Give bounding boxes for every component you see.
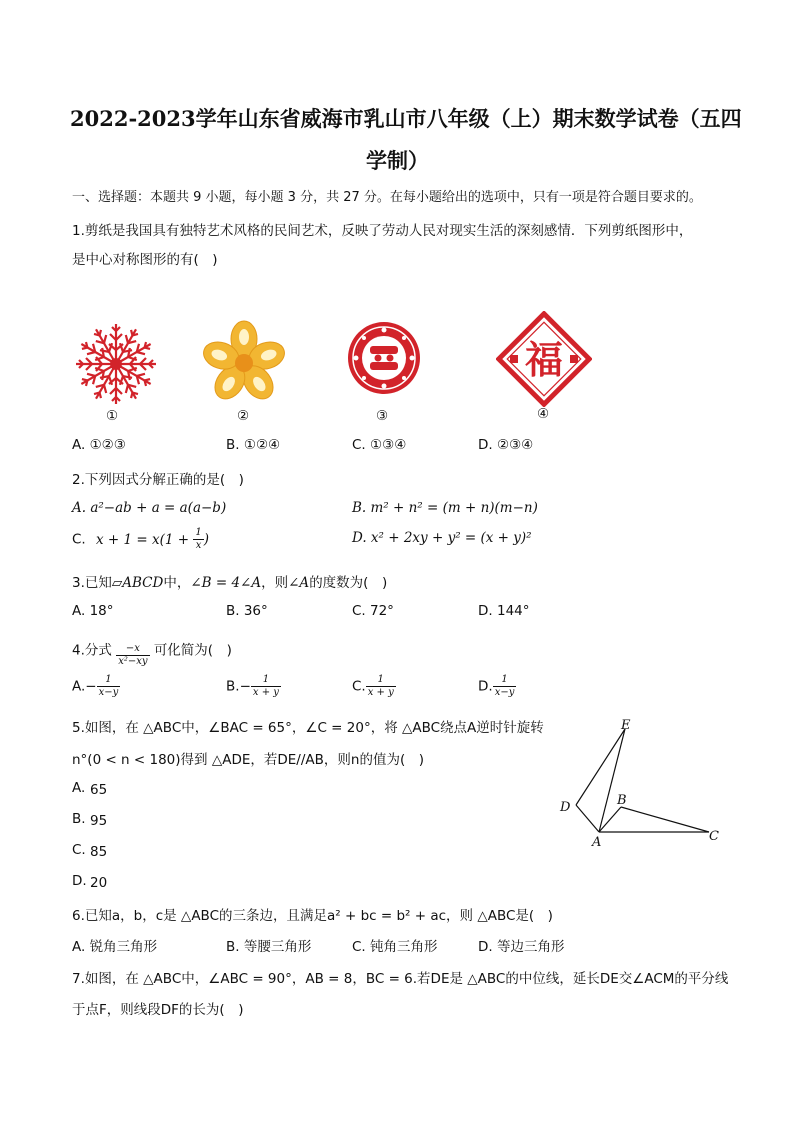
q2-option-c-expr: x + 1 = x(1 + <box>96 531 190 548</box>
snowflake-papercut-image <box>72 320 160 408</box>
point-label-b: B <box>617 793 627 808</box>
image-label-3: ③ <box>376 408 389 424</box>
q5-option-d-value: 20 <box>90 875 108 891</box>
q1-stem-line2: 是中心对称图形的有( ) <box>72 252 218 268</box>
q3-option-a[interactable]: A. 18° <box>72 603 114 619</box>
q5-triangle-figure <box>552 715 732 855</box>
q3-option-d[interactable]: D. 144° <box>478 603 530 619</box>
q6-option-c[interactable]: C. 钝角三角形 <box>352 939 438 955</box>
q6-option-d[interactable]: D. 等边三角形 <box>478 939 565 955</box>
q2-c-frac-den: x <box>195 540 202 551</box>
q5-stem-line1: 5.如图，在 △ABC中，∠BAC = 65°，∠C = 20°，将 △ABC绕点A逆时针旋转 <box>72 720 544 736</box>
q2-option-a[interactable]: A. a²−ab + a = a(a−b) <box>72 500 227 516</box>
point-label-e: E <box>621 718 631 733</box>
q5-stem-line2: n°(0 < n < 180)得到 △ADE，若DE//AB，则n的值为( ) <box>72 752 424 768</box>
fu-character: 福 <box>524 337 564 382</box>
q1-stem-line1: 1.剪纸是我国具有独特艺术风格的民间艺术，反映了劳动人民对现实生活的深刻感情．下列剪纸图形中， <box>72 223 693 239</box>
q5-option-c-value: 85 <box>90 844 108 860</box>
q2-stem: 2.下列因式分解正确的是( ) <box>72 472 244 488</box>
q7-stem-line1: 7.如图，在 △ABC中，∠ABC = 90°，AB = 8，BC = 6.若DE是 △ABC的中位线，延长DE交∠ACM的平分线 <box>72 971 729 987</box>
flower-papercut-image <box>203 318 285 408</box>
q3-option-b[interactable]: B. 36° <box>226 603 268 619</box>
image-label-1: ① <box>106 408 119 424</box>
q2-option-b[interactable]: B. m² + n² = (m + n)(m−n) <box>352 500 538 516</box>
q6-stem: 6.已知a，b，c是 △ABC的三条边，且满足a² + bc = b² + ac，则 △ABC是( ) <box>72 908 553 924</box>
q5-option-d-label[interactable]: D. <box>72 873 87 889</box>
q5-option-a-value: 65 <box>90 782 108 798</box>
q6-option-a[interactable]: A. 锐角三角形 <box>72 939 158 955</box>
circular-papercut-image <box>346 320 422 396</box>
section-heading: 一、选择题：本题共 9 小题，每小题 3 分，共 27 分。在每小题给出的选项中，只有一项是符合题目要求的。 <box>72 190 702 205</box>
q4-option-a[interactable]: A.− $\frac{1}{x-y}$ <box>72 674 119 698</box>
q4-option-c[interactable]: C. $\frac{1}{x + y}$ <box>352 674 394 698</box>
q2-option-c-label: C. <box>72 531 86 548</box>
q3-stem: 3.已知▱ABCD中，∠B = 4∠A，则∠A的度数为( ) <box>72 575 388 591</box>
q4-stem: 4.分式 $\frac{-x}{\text{x²−xy}}$ 可化简为( ) <box>72 642 232 667</box>
q5-option-c-label[interactable]: C. <box>72 842 86 858</box>
q5-option-b-label[interactable]: B. <box>72 811 86 827</box>
q4-frac-num: −x <box>116 643 149 656</box>
q5-option-b-value: 95 <box>90 813 108 829</box>
q1-option-b[interactable]: B. ①②④ <box>226 437 281 453</box>
q1-option-c[interactable]: C. ①③④ <box>352 437 407 453</box>
q4-option-d[interactable]: D. $\frac{1}{x-y}$ <box>478 674 515 698</box>
fu-diamond-papercut-image <box>496 311 592 407</box>
point-label-c: C <box>709 829 719 844</box>
image-label-4: ④ <box>537 406 550 422</box>
q2-option-c-suffix: ) <box>203 531 210 548</box>
page-title: 2022-2023学年山东省威海市乳山市八年级（上）期末数学试卷（五四 <box>70 106 742 131</box>
q1-option-a[interactable]: A. ①②③ <box>72 437 126 453</box>
point-label-a: A <box>592 835 602 850</box>
q2-c-frac-num: 1 <box>195 527 202 538</box>
q5-option-a-label[interactable]: A. <box>72 780 86 796</box>
point-label-d: D <box>560 800 571 815</box>
q2-option-d[interactable]: D. x² + 2xy + y² = (x + y)² <box>352 530 532 546</box>
page-title-line2: 学制） <box>366 148 429 173</box>
image-label-2: ② <box>237 408 250 424</box>
q7-stem-line2: 于点F，则线段DF的长为( ) <box>72 1002 244 1018</box>
q4-option-b[interactable]: B.− $\frac{1}{x + y}$ <box>226 674 279 698</box>
q3-option-c[interactable]: C. 72° <box>352 603 394 619</box>
q6-option-b[interactable]: B. 等腰三角形 <box>226 939 312 955</box>
q4-frac-den: x²−xy <box>118 656 148 667</box>
q1-option-d[interactable]: D. ②③④ <box>478 437 534 453</box>
q2-option-c[interactable] <box>72 527 209 552</box>
